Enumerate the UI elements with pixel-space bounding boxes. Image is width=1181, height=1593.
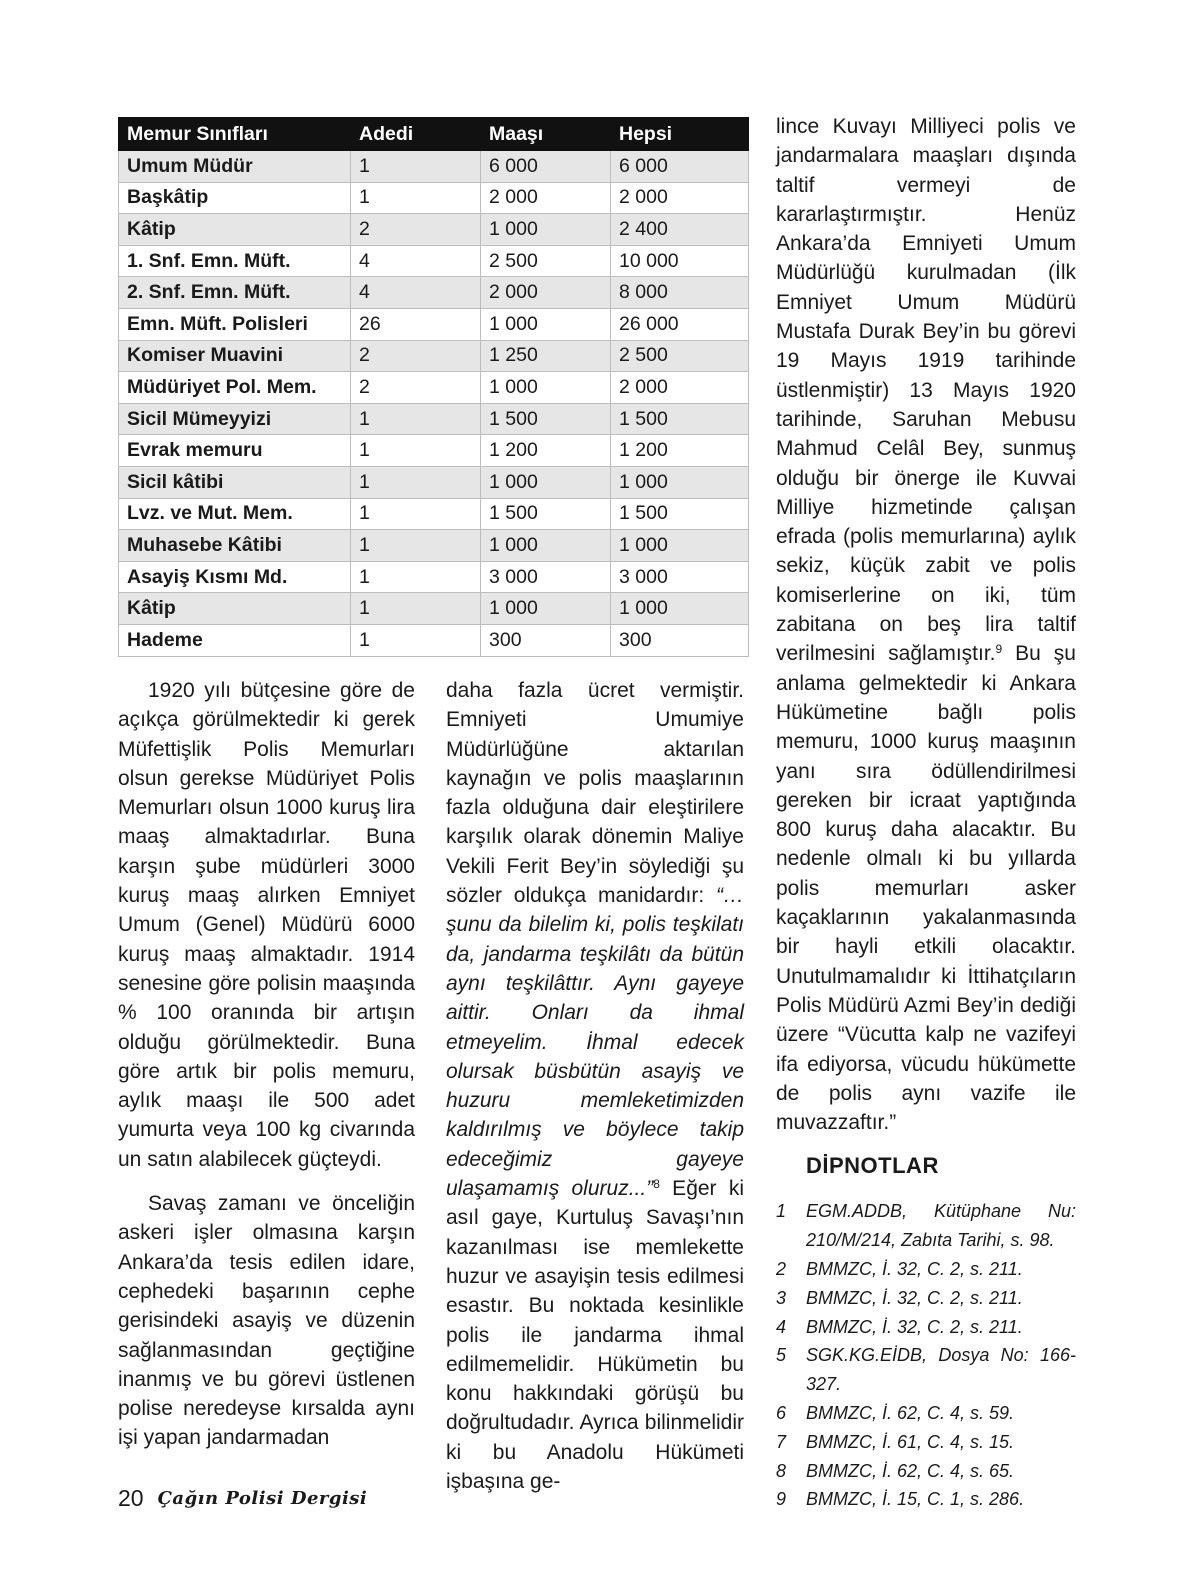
footnotes-heading: DİPNOTLAR (806, 1153, 939, 1179)
paragraph (776, 112, 1076, 1137)
footnote-number: 3 (776, 1287, 787, 1308)
cell-total: 6 000 (611, 151, 749, 183)
cell-total: 2 500 (611, 340, 749, 372)
cell-total: 1 500 (611, 403, 749, 435)
cell-salary: 6 000 (481, 151, 611, 183)
footnote-number: 9 (776, 1489, 787, 1510)
cell-class: Komiser Muavini (119, 340, 351, 372)
cell-total: 10 000 (611, 245, 749, 277)
cell-count: 2 (351, 340, 481, 372)
cell-salary: 1 000 (481, 593, 611, 625)
header-hepsi: Hepsi (611, 118, 749, 151)
cell-count: 26 (351, 308, 481, 340)
table-row (119, 498, 749, 530)
footnote-number: 4 (776, 1316, 787, 1337)
cell-total: 1 000 (611, 593, 749, 625)
cell-salary: 1 250 (481, 340, 611, 372)
paragraph-text: lince Kuvayı Milliyeci polis ve jandarmalara maaşları dışında taltif vermeyi de kararlaştırmıştır. Henüz Ankara’da Emniyeti Umum Müdürlüğü kurulmadan (İlk Emniyet Umum Müdürü Mustafa Durak Bey’in bu görevi 19 Mayıs 1919 tarihinde üstlenmiştir) 13 Mayıs 1920 tarihinde, Saruhan Mebusu Mahmud Celâl Bey, sunmuş olduğu bir önerge ile Kuvvai Milliye hizmetinde çalışan efrada (polis memurlarına) aylık sekiz, küçük zabit ve polis komiserlerine on iki, tüm zabitana on beş lira taltif verilmesini sağlamıştır. (776, 115, 1076, 666)
table-row (119, 466, 749, 498)
footnote-number: 7 (776, 1431, 787, 1452)
footnote-number (776, 1226, 806, 1255)
text-column-middle (446, 676, 744, 1496)
cell-total: 8 000 (611, 277, 749, 309)
cell-count: 1 (351, 435, 481, 467)
table-row (119, 277, 749, 309)
cell-salary: 1 000 (481, 530, 611, 562)
cell-count: 1 (351, 498, 481, 530)
footnote-item (776, 1485, 1076, 1514)
table-body (119, 151, 749, 657)
cell-salary: 3 000 (481, 561, 611, 593)
cell-count: 1 (351, 624, 481, 656)
cell-total: 2 000 (611, 372, 749, 404)
cell-class: Umum Müdür (119, 151, 351, 183)
footnote-item (776, 1370, 1076, 1399)
table-row (119, 340, 749, 372)
footnote-item (776, 1457, 1076, 1486)
cell-count: 2 (351, 372, 481, 404)
cell-class: Asayiş Kısmı Md. (119, 561, 351, 593)
paragraph-text: Bu şu anlama gelmektedir ki Ankara Hükümetine bağlı polis memuru, 1000 kuruş maaşının yanı sıra ödüllendirilmesi gereken bir icraat yaptığında 800 kuruş daha alacaktır. Bu nedenle olmalı ki bu yıllarda polis memurları asker kaçaklarının yakalanmasında bir hayli etkili olacaktır. Unutulmamalıdır ki İttihatçıların Polis Müdürü Azmi Bey’in dediği üzere “Vücutta kalp ne vazifeyi ifa ediyorsa, vücudu hükümette de polis aynı vazife ile muvazzaftır.” (776, 642, 1076, 1135)
cell-count: 1 (351, 182, 481, 214)
footnote-ref: 9 (995, 642, 1003, 657)
cell-count: 2 (351, 214, 481, 246)
footnote-number (776, 1370, 806, 1399)
cell-salary: 2 000 (481, 182, 611, 214)
cell-count: 1 (351, 466, 481, 498)
table-row (119, 561, 749, 593)
footnote-number: 6 (776, 1402, 787, 1423)
table-row (119, 308, 749, 340)
cell-class: Kâtip (119, 593, 351, 625)
cell-class: 2. Snf. Emn. Müft. (119, 277, 351, 309)
cell-count: 1 (351, 403, 481, 435)
quotation: “… şunu da bilelim ki, polis teşkilatı da, jandarma teşkilâtı da bütün aynı teşkilâttır. Aynı gayeye aittir. Onları da ihmal etmeyelim. İhmal edecek olursak büsbütün asayiş ve huzuru memleketimizden kaldırılmış ve böylece takip edeceğimiz gayeye ulaşamamış oluruz...” (446, 884, 744, 1201)
footnote-number: 8 (776, 1460, 787, 1481)
table-row (119, 372, 749, 404)
cell-total: 1 000 (611, 530, 749, 562)
footnote-item (776, 1399, 1076, 1428)
cell-total: 300 (611, 624, 749, 656)
cell-total: 1 200 (611, 435, 749, 467)
cell-class: Müdüriyet Pol. Mem. (119, 372, 351, 404)
header-adedi: Adedi (351, 118, 481, 151)
page-number: 20 (118, 1484, 144, 1511)
footnote-number: 2 (776, 1258, 787, 1279)
cell-salary: 2 500 (481, 245, 611, 277)
header-memur-siniflari: Memur Sınıfları (119, 118, 351, 151)
cell-class: Sicil Mümeyyizi (119, 403, 351, 435)
footnote-text: EGM.ADDB, Kütüphane Nu: (806, 1201, 1076, 1222)
paragraph: Savaş zamanı ve önceliğin askeri işler olmasına karşın Ankara’da tesis edilen idare, cephedeki başarının cephe gerisindeki asayiş ve düzenin sağlanmasından geçtiğine inanmış ve bu görevi üstlenen polise neredeyse kırsalda aynı işi yapan jandarmadan (118, 1192, 415, 1450)
cell-total: 26 000 (611, 308, 749, 340)
footnote-text: BMMZC, İ. 62, C. 4, s. 65. (806, 1460, 1015, 1481)
footnotes-list (776, 1197, 1076, 1514)
cell-total: 1 000 (611, 466, 749, 498)
cell-total: 2 400 (611, 214, 749, 246)
cell-class: Hademe (119, 624, 351, 656)
footnote-number: 1 (776, 1201, 787, 1222)
cell-salary: 1 000 (481, 214, 611, 246)
magazine-name: Çağın Polisi Dergisi (157, 1487, 368, 1509)
cell-class: Sicil kâtibi (119, 466, 351, 498)
table-header-row (119, 118, 749, 151)
footnote-text: BMMZC, İ. 32, C. 2, s. 211. (806, 1287, 1023, 1308)
cell-class: Lvz. ve Mut. Mem. (119, 498, 351, 530)
footnote-text: 210/M/214, Zabıta Tarihi, s. 98. (806, 1230, 1055, 1251)
cell-count: 1 (351, 151, 481, 183)
footnote-text: SGK.KG.EİDB, Dosya No: 166- (806, 1345, 1076, 1366)
footnote-item (776, 1313, 1076, 1342)
cell-salary: 1 000 (481, 308, 611, 340)
footnote-item (776, 1284, 1076, 1313)
cell-total: 3 000 (611, 561, 749, 593)
paragraph (446, 676, 744, 1496)
footnote-text: BMMZC, İ. 32, C. 2, s. 211. (806, 1258, 1023, 1279)
cell-count: 1 (351, 530, 481, 562)
text-column-left (118, 676, 415, 1453)
table-row (119, 530, 749, 562)
table-row (119, 435, 749, 467)
footnote-number: 5 (776, 1345, 787, 1366)
cell-count: 4 (351, 245, 481, 277)
cell-class: Muhasebe Kâtibi (119, 530, 351, 562)
cell-class: Evrak memuru (119, 435, 351, 467)
cell-salary: 1 500 (481, 403, 611, 435)
table-row (119, 403, 749, 435)
table-row (119, 151, 749, 183)
cell-count: 1 (351, 561, 481, 593)
footnote-item (776, 1341, 1076, 1370)
footnote-text: 327. (806, 1374, 842, 1395)
cell-salary: 1 000 (481, 466, 611, 498)
cell-class: Başkâtip (119, 182, 351, 214)
table-row (119, 214, 749, 246)
footnote-text: BMMZC, İ. 32, C. 2, s. 211. (806, 1316, 1023, 1337)
cell-class: 1. Snf. Emn. Müft. (119, 245, 351, 277)
cell-salary: 2 000 (481, 277, 611, 309)
cell-salary: 1 000 (481, 372, 611, 404)
footnote-item (776, 1226, 1076, 1255)
cell-salary: 1 500 (481, 498, 611, 530)
cell-class: Kâtip (119, 214, 351, 246)
salary-table (118, 117, 749, 657)
cell-total: 2 000 (611, 182, 749, 214)
footnote-item (776, 1255, 1076, 1284)
footnote-item (776, 1197, 1076, 1226)
footnote-text: BMMZC, İ. 61, C. 4, s. 15. (806, 1431, 1015, 1452)
table-row (119, 593, 749, 625)
cell-count: 4 (351, 277, 481, 309)
paragraph-text: Eğer ki asıl gaye, Kurtuluş Savaşı’nın kazanılması ise memlekette huzur ve asayişin tesis edilmesi esastır. Bu noktada kesinlikle polis ile jandarma ihmal edilmemelidir. Hükümetin bu konu hakkındaki görüşü bu doğrultudadır. Ayrıca bilinmelidir ki bu Anadolu Hükümeti işbaşına ge- (446, 1177, 745, 1494)
footnote-text: BMMZC, İ. 62, C. 4, s. 59. (806, 1402, 1015, 1423)
cell-total: 1 500 (611, 498, 749, 530)
paragraph-text: daha fazla ücret vermiştir. Emniyeti Umumiye Müdürlüğüne aktarılan kaynağın ve polis maaşlarının fazla olduğuna dair eleştirilere karşılık olarak dönemin Maliye Vekili Ferit Bey’in söylediği şu sözler oldukça manidardır: (446, 679, 744, 908)
cell-salary: 300 (481, 624, 611, 656)
cell-class: Emn. Müft. Polisleri (119, 308, 351, 340)
table-row (119, 245, 749, 277)
cell-count: 1 (351, 593, 481, 625)
text-column-right (776, 112, 1076, 1514)
paragraph: 1920 yılı bütçesine göre de açıkça görülmektedir ki gerek Müfettişlik Polis Memurları olsun gerekse Müdüriyet Polis Memurları olsun 1000 kuruş lira maaş almaktadırlar. Buna karşın şube müdürleri 3000 kuruş maaş alırken Emniyet Umum (Genel) Müdürü 6000 kuruş maaş almaktadır. 1914 senesine göre polisin maaşında % 100 oranında bir artışın olduğu görülmektedir. Buna göre artık bir polis memuru, aylık maaşı ile 500 adet yumurta veya 100 kg civarında un satın alabilecek güçteydi. (118, 679, 415, 1171)
footnote-text: BMMZC, İ. 15, C. 1, s. 286. (806, 1489, 1025, 1510)
table-row (119, 182, 749, 214)
footnote-item (776, 1428, 1076, 1457)
header-maasi: Maaşı (481, 118, 611, 151)
cell-salary: 1 200 (481, 435, 611, 467)
footnote-ref: 8 (653, 1177, 660, 1192)
table-row (119, 624, 749, 656)
page-footer (118, 1480, 367, 1516)
